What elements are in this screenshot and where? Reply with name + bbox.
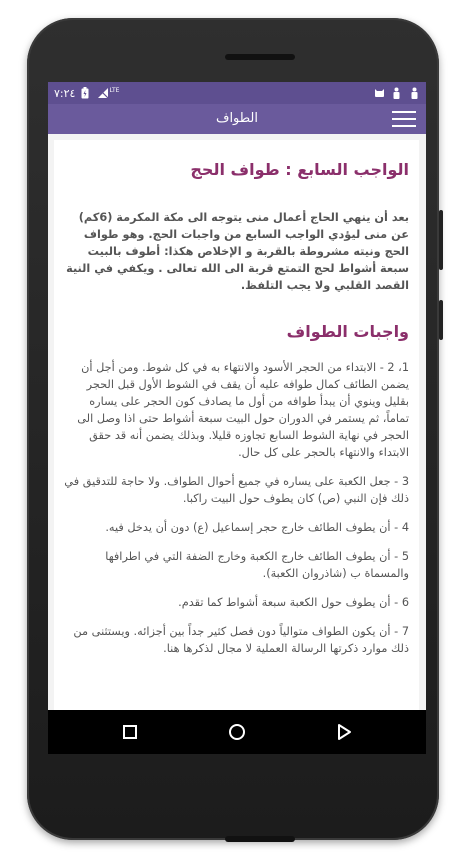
triangle-back-icon[interactable] [332,720,356,744]
network-type: LTE [109,86,120,94]
duty-item-6: 6 - أن يطوف حول الكعبة سبعة أشواط كما تقدم. [178,596,409,609]
app-bar-title: الطواف [215,111,259,126]
navigation-bar [48,710,426,754]
circle-home-icon[interactable] [225,720,249,744]
section-heading-seventh-duty: الواجب السابع : طواف الحج [190,160,409,179]
duty-item-1-2: 1، 2 - الابتداء من الحجر الأسود والانتهاء به في كل شوط. ومن أجل أن يضمن الطائف كمال طوافه عليه أن يقف في الشوط الأول قبل الحجر بقليل وينوي أن يبدأ طوافه من أول ما يصادف كون الحجر على يساره تماماً، ثم يستمر في الدوران حول البيت سبعة أشواط حتى اذا وصل الى الحجر في نهاية الشوط السابع تجاوزه قليلا. وبذلك يضمن أنه قد حقق الابتداء والانتهاء بالحجر على كل حال. [77,361,409,459]
section-heading-tawaf-duties: واجبات الطواف [286,322,409,341]
status-time: ٧:٢٤ [54,86,76,100]
content-area[interactable] [48,134,426,710]
power-button [439,300,443,340]
content-card [54,140,419,710]
article-text [54,160,419,657]
duty-item-4: 4 - أن يطوف الطائف خارج حجر إسماعيل (ع) دون أن يدخل فيه. [105,521,409,534]
status-left [54,87,119,100]
square-recents-icon[interactable] [118,720,142,744]
duty-item-5: 5 - أن يطوف الطائف خارج الكعبة وخارج الضفة التي في اطرافها والمسماة ب (شاذروان الكعبة). [105,550,409,580]
notification-person-icon [392,87,402,99]
bottom-speaker [225,836,295,842]
status-right [374,87,420,99]
battery-charging-icon [81,87,91,99]
status-bar [48,82,426,104]
duty-item-7: 7 - أن يكون الطواف متوالياً دون فصل كثير جداً بين أجزائه. ويستثنى من ذلك موارد ذكرتها الرسالة العملية لا مجال لذكرها هنا. [73,625,409,655]
volume-button [439,210,443,270]
hamburger-menu-icon[interactable] [392,111,416,127]
device-screen [48,82,426,754]
duty-item-3: 3 - جعل الكعبة على يساره في جميع أحوال الطواف. ولا حاجة للتدقيق في ذلك فإن النبي (ص) كان يطوف حول البيت راكبا. [64,475,409,505]
notification-person-icon-2 [410,87,420,99]
notification-cat-icon [374,87,384,99]
earpiece-speaker [225,54,295,60]
app-bar [48,104,426,134]
intro-paragraph: بعد أن ينهي الحاج أعمال منى يتوجه الى مكة المكرمة (6كم) عن منى ليؤدي الواجب السابع من واجبات الحج. وهو طواف الحج ونيته مشروطة بالقربة و الإخلاص هكذا: أطوف بالبيت سبعة أشواط لحج التمتع قربة الى الله تعالى . ويكفي في النية القصد القلبي ولا يجب التلفظ. [66,211,409,292]
